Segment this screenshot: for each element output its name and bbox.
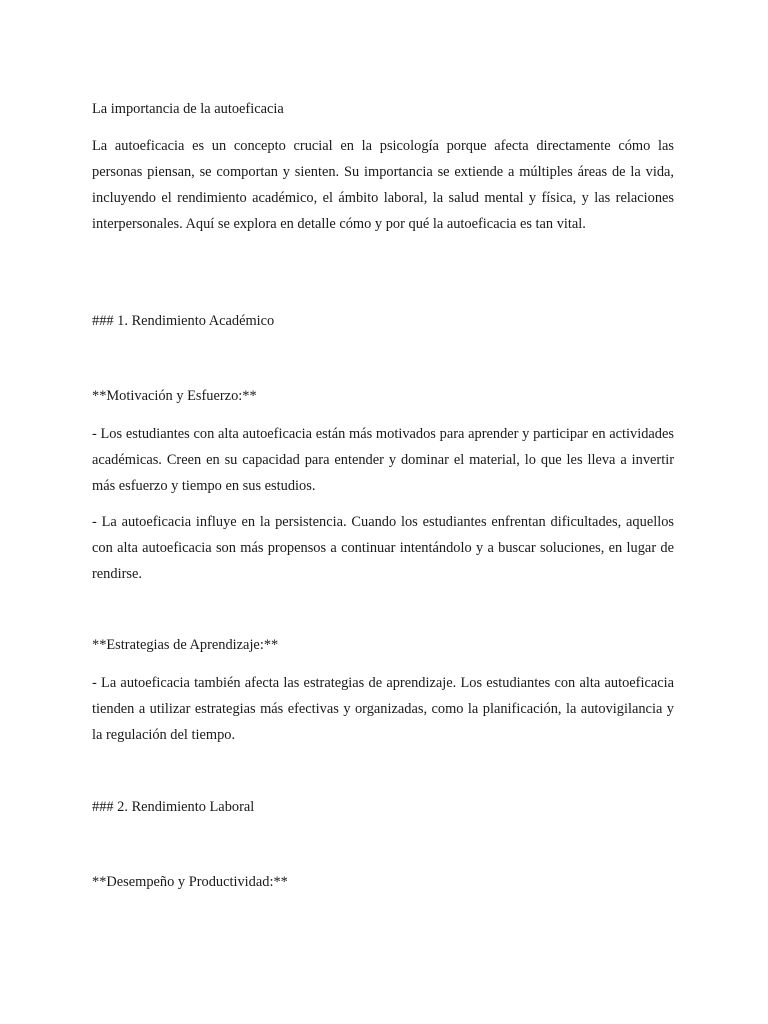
intro-paragraph: La autoeficacia es un concepto crucial en la psicología porque afecta directamente cómo las personas piensan, se comportan y sienten. Su importancia se extiende a múltiples áreas de la vida, incluyendo el rendimiento académico, el ámbito laboral, la salud mental y física, y las relaciones interpersonales. Aquí se explora en detalle cómo y por qué la autoeficacia es tan vital.: [92, 138, 674, 232]
section-2-heading: ### 2. Rendimiento Laboral: [92, 799, 255, 815]
paragraph-motivacion-1: - Los estudiantes con alta autoeficacia están más motivados para aprender y participar en actividades académicas. Creen en su capacidad para entender y dominar el material, lo que les lleva a invertir más esfuerzo y tiempo en sus estudios.: [92, 426, 674, 494]
subheading-estrategias: **Estrategias de Aprendizaje:**: [92, 637, 279, 653]
paragraph-estrategias-1: - La autoeficacia también afecta las estrategias de aprendizaje. Los estudiantes con alta autoeficacia tienden a utilizar estrategias más efectivas y organizadas, como la planificación, la autovigilancia y la regulación del tiempo.: [92, 675, 674, 743]
document-title: La importancia de la autoeficacia: [92, 101, 284, 117]
section-1-heading: ### 1. Rendimiento Académico: [92, 313, 275, 329]
subheading-motivacion: **Motivación y Esfuerzo:**: [92, 388, 257, 404]
subheading-desempeno: **Desempeño y Productividad:**: [92, 874, 288, 890]
paragraph-motivacion-2: - La autoeficacia influye en la persistencia. Cuando los estudiantes enfrentan dificultades, aquellos con alta autoeficacia son más propensos a continuar intentándolo y a buscar soluciones, en lugar de rendirse.: [92, 514, 674, 582]
